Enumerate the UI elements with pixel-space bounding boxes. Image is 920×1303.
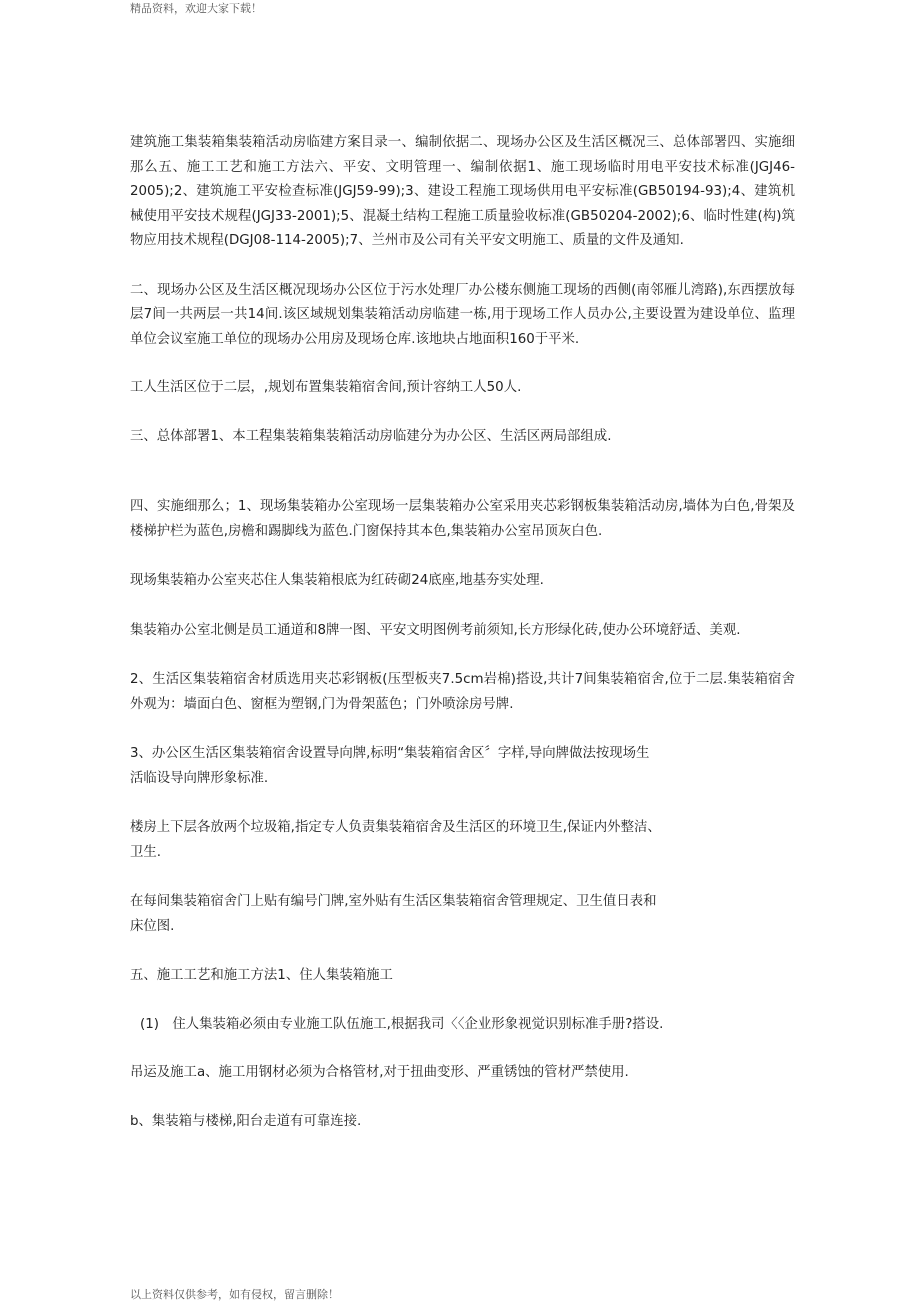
paragraph-item-one: (1) 住人集装箱必须由专业施工队伍施工,根据我司〈〈企业形象视觉识别标准手册?搭设. bbox=[140, 1016, 664, 1032]
paragraph-foundation: 现场集装箱办公室夹芯住人集装箱根底为红砖砌24底座,地基夯实处理. bbox=[130, 573, 544, 588]
paragraph-line: 卫生. bbox=[130, 844, 162, 860]
paragraph-office-north: 集装箱办公室北侧是员工通道和8牌一图、平安文明图例考前须知,长方形绿化砖,使办公环境舒适、美观. bbox=[130, 622, 741, 638]
paragraph-trash-bins bbox=[130, 816, 795, 865]
paragraph-hoisting: 吊运及施工a、施工用钢材必须为合格管材,对于扭曲变形、严重锈蚀的管材严禁使用. bbox=[130, 1065, 629, 1080]
paragraph-worker-area: 工人生活区位于二层，,规划布置集装箱宿舍间,预计容纳工人50人. bbox=[130, 380, 522, 395]
paragraph-line: 在每间集装箱宿舍门上贴有编号门牌,室外贴有生活区集装箱宿舍管理规定、卫生值日表和 bbox=[130, 894, 657, 909]
document-body bbox=[130, 131, 795, 1134]
paragraph-section-five: 五、施工工艺和施工方法1、住人集装箱施工 bbox=[130, 968, 393, 983]
paragraph-line: 活临设导向牌形象标准. bbox=[130, 770, 269, 786]
paragraph-line: 床位图. bbox=[130, 918, 175, 934]
paragraph-line: 楼房上下层各放两个垃圾箱,指定专人负责集装箱宿舍及生活区的环境卫生,保证内外整洁、 bbox=[130, 820, 661, 835]
paragraph-deployment: 三、总体部署1、本工程集装箱集装箱活动房临建分为办公区、生活区两局部组成. bbox=[130, 428, 612, 444]
paragraph-signage bbox=[130, 742, 795, 791]
paragraph-door-plates bbox=[130, 890, 795, 939]
page-header: 精品资料，欢迎大家下载！ bbox=[130, 2, 262, 15]
paragraph-implementation: 四、实施细那么；1、现场集装箱办公室现场一层集装箱办公室采用夹芯彩钢板集装箱活动房,墙体为白色,骨架及楼梯护栏为蓝色,房檐和踢脚线为蓝色.门窗保持其本色,集装箱办公室吊顶灰白色. bbox=[130, 499, 795, 539]
page-footer: 以上资料仅供参考，如有侵权，留言删除！ bbox=[130, 1288, 339, 1301]
paragraph-toc-basis: 建筑施工集装箱集装箱活动房临建方案目录一、编制依据二、现场办公区及生活区概况三、总体部署四、实施细那么五、施工工艺和施工方法六、平安、文明管理一、编制依据1、施工现场临时用电平安技术标准(JGJ46-2005);2、建筑施工平安检查标准(JGJ59-99);3、建设工程施工现场供用电平安标准(GB50194-93);4、建筑机械使用平安技术规程(JGJ33-2001);5、混凝土结构工程施工质量验收标准(GB50204-2002);6、临时性建(构)筑物应用技术规程(DGJ08-114-2005);7、兰州市及公司有关平安文明施工、质量的文件及通知. bbox=[130, 135, 795, 248]
paragraph-line: 3、办公区生活区集装箱宿舍设置导向牌,标明“集装箱宿舍区〞字样,导向牌做法按现场生 bbox=[130, 746, 650, 761]
paragraph-site-overview: 二、现场办公区及生活区概况现场办公区位于污水处理厂办公楼东侧施工现场的西侧(南邻雁儿湾路),东西摆放每层7间一共两层一共14间.该区域规划集装箱活动房临建一栋,用于现场工作人员办公,主要设置为建设单位、监理单位会议室施工单位的现场办公用房及现场仓库.该地块占地面积160于平米. bbox=[130, 282, 795, 347]
paragraph-dormitory: 2、生活区集装箱宿舍材质选用夹芯彩钢板(压型板夹7.5cm岩棉)搭设,共计7间集装箱宿舍,位于二层.集装箱宿舍外观为：墙面白色、窗框为塑钢,门为骨架蓝色；门外喷涂房号牌. bbox=[130, 672, 795, 712]
paragraph-connection: b、集装箱与楼梯,阳台走道有可靠连接. bbox=[130, 1113, 362, 1129]
